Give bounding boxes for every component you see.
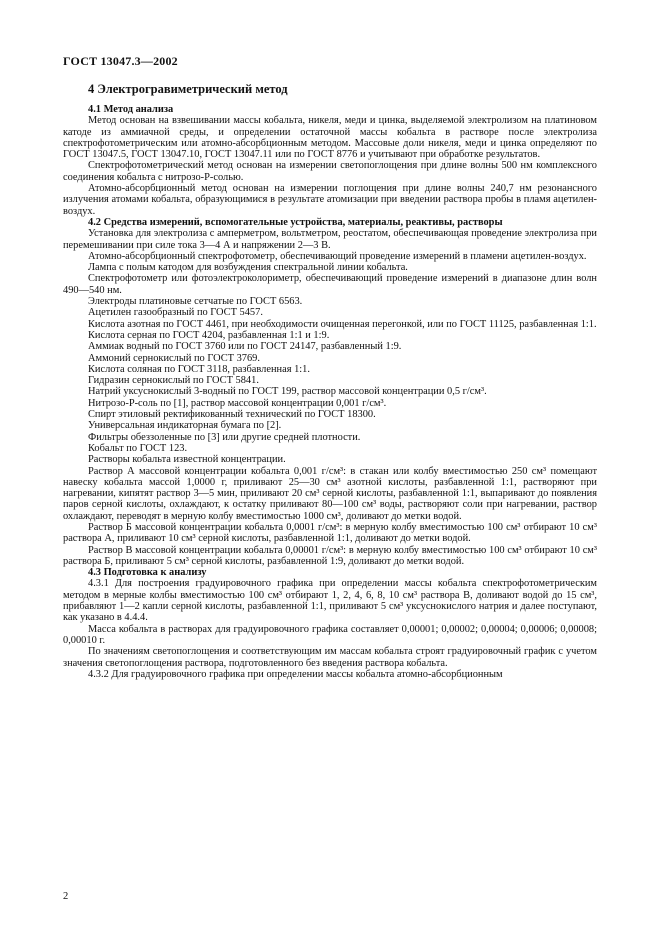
paragraph: Кобальт по ГОСТ 123. xyxy=(88,442,188,454)
paragraph: Раствор В массовой концентрации кобальта 0,00001 г/см³: в мерную колбу вместимостью 100 см³ отбирают 10 см³ раствора Б, приливают 5 см³ серной кислоты, разбавленной 1:9, доливают до метки водой. xyxy=(63,544,597,567)
paragraph: Раствор Б массовой концентрации кобальта 0,0001 г/см³: в мерную колбу вместимостью 100 см³ отбирают 10 см³ раствора А, приливают 10 см³ серной кислоты, разбавленной 1:1, доливают до метки водой. xyxy=(63,521,597,545)
paragraph: Спектрофотометр или фотоэлектроколориметр, обеспечивающий проведение измерений в диапазоне длин волн 490—540 нм. xyxy=(63,273,597,296)
paragraph: Аммиак водный по ГОСТ 3760 или по ГОСТ 24147, разбавленный 1:9. xyxy=(88,341,402,353)
document-body xyxy=(63,104,597,680)
paragraph: Фильтры обеззоленные по [3] или другие средней плотности. xyxy=(88,431,361,443)
paragraph: Раствор А массовой концентрации кобальта 0,001 г/см³: в стакан или колбу вместимостью 250 см³ помещают навеску кобальта массой 1,0000 г, приливают 25—30 см³ азотной кислоты, разбавленной 1:1, растворяют при нагревании, кипятят раствор 3—5 мин, приливают 20 см³ серной кислоты, разбавленной 1:1, выпаривают до появления паров серной кислоты, охлаждают, к остатку приливают 80—100 см³ воды, растворяют соли при нагревании, раствор охлаждают, переводят в мерную колбу вместимостью 1000 см³, доливают до метки водой. xyxy=(63,465,597,522)
subsection-heading: 4.1 Метод анализа xyxy=(88,104,174,115)
subsection-heading: 4.2 Средства измерений, вспомогательные устройства, материалы, реактивы, растворы xyxy=(88,216,503,228)
paragraph: Установка для электролиза с амперметром, вольтметром, реостатом, обеспечивающая проведение электролиза при перемешивании при силе тока 3—4 А и напряжении 2—3 В. xyxy=(63,228,597,251)
paragraph: 4.3.2 Для градуировочного графика при определении массы кобальта атомно-абсорбционным xyxy=(88,668,503,680)
paragraph: По значениям светопоглощения и соответствующим им массам кобальта строят градуировочный график с учетом значения светопоглощения раствора, подготовленного без введения раствора кобальта. xyxy=(63,646,597,669)
paragraph: Атомно-абсорбционный метод основан на измерении поглощения при длине волны 240,7 нм резонансного излучения атомами кобальта, образующимися в результате атомизации при введении раствора пробы в пламя ацетилен-воздух. xyxy=(63,183,597,217)
subsection-heading: 4.3 Подготовка к анализу xyxy=(88,567,207,579)
paragraph: Кислота азотная по ГОСТ 4461, при необходимости очищенная перегонкой, или по ГОСТ 11125, разбавленная 1:1. xyxy=(88,318,597,330)
paragraph: 4.3.1 Для построения градуировочного графика при определении массы кобальта спектрофотометрическим методом в мерные колбы вместимостью 100 см³ отбирают 1, 2, 4, 6, 8, 10 см³ раствора В, доливают водой до 15 см³, прибавляют 1—2 капли серной кислоты, разбавленной 1:1, приливают 5 см³ уксуснокислого натрия и далее поступают, как указано в 4.4.4. xyxy=(63,578,597,624)
paragraph: Кислота серная по ГОСТ 4204, разбавленная 1:1 и 1:9. xyxy=(88,329,330,341)
paragraph: Гидразин сернокислый по ГОСТ 5841. xyxy=(88,375,259,387)
paragraph: Атомно-абсорбционный спектрофотометр, обеспечивающий проведение измерений в пламени ацетилен-воздух. xyxy=(88,250,587,262)
paragraph: Аммоний сернокислый по ГОСТ 3769. xyxy=(88,352,260,364)
paragraph: Масса кобальта в растворах для градуировочного графика составляет 0,00001; 0,00002; 0,00004; 0,00006; 0,00008; 0,00010 г. xyxy=(63,623,597,646)
paragraph: Ацетилен газообразный по ГОСТ 5457. xyxy=(88,307,263,319)
paragraph: Кислота соляная по ГОСТ 3118, разбавленная 1:1. xyxy=(88,363,310,375)
paragraph: Натрий уксуснокислый 3-водный по ГОСТ 199, раствор массовой концентрации 0,5 г/см³. xyxy=(88,386,487,398)
paragraph: Нитрозо-Р-соль по [1], раствор массовой концентрации 0,001 г/см³. xyxy=(88,397,387,409)
page-number: 2 xyxy=(63,891,69,902)
document-header: ГОСТ 13047.3—2002 xyxy=(63,54,178,68)
paragraph: Универсальная индикаторная бумага по [2]. xyxy=(88,420,282,432)
section-title: 4 Электрогравиметрический метод xyxy=(88,82,288,96)
paragraph: Спирт этиловый ректификованный технический по ГОСТ 18300. xyxy=(88,409,376,421)
paragraph: Метод основан на взвешивании массы кобальта, никеля, меди и цинка, выделяемой электролизом на платиновом катоде из аммиачной среды, и определении остаточной массы кобальта в растворе после электролиза спектрофотометрическим или атомно-абсорбционным методом. Массовые доли никеля, меди и цинка определяют по ГОСТ 13047.5, ГОСТ 13047.10, ГОСТ 13047.11 или по ГОСТ 8776 и учитывают при обработке результатов. xyxy=(63,115,597,161)
paragraph: Электроды платиновые сетчатые по ГОСТ 6563. xyxy=(88,296,303,308)
paragraph: Спектрофотометрический метод основан на измерении светопоглощения при длине волны 500 нм комплексного соединения кобальта с нитрозо-Р-солью. xyxy=(63,160,597,183)
paragraph: Лампа с полым катодом для возбуждения спектральной линии кобальта. xyxy=(88,262,408,274)
paragraph: Растворы кобальта известной концентрации. xyxy=(88,454,286,466)
